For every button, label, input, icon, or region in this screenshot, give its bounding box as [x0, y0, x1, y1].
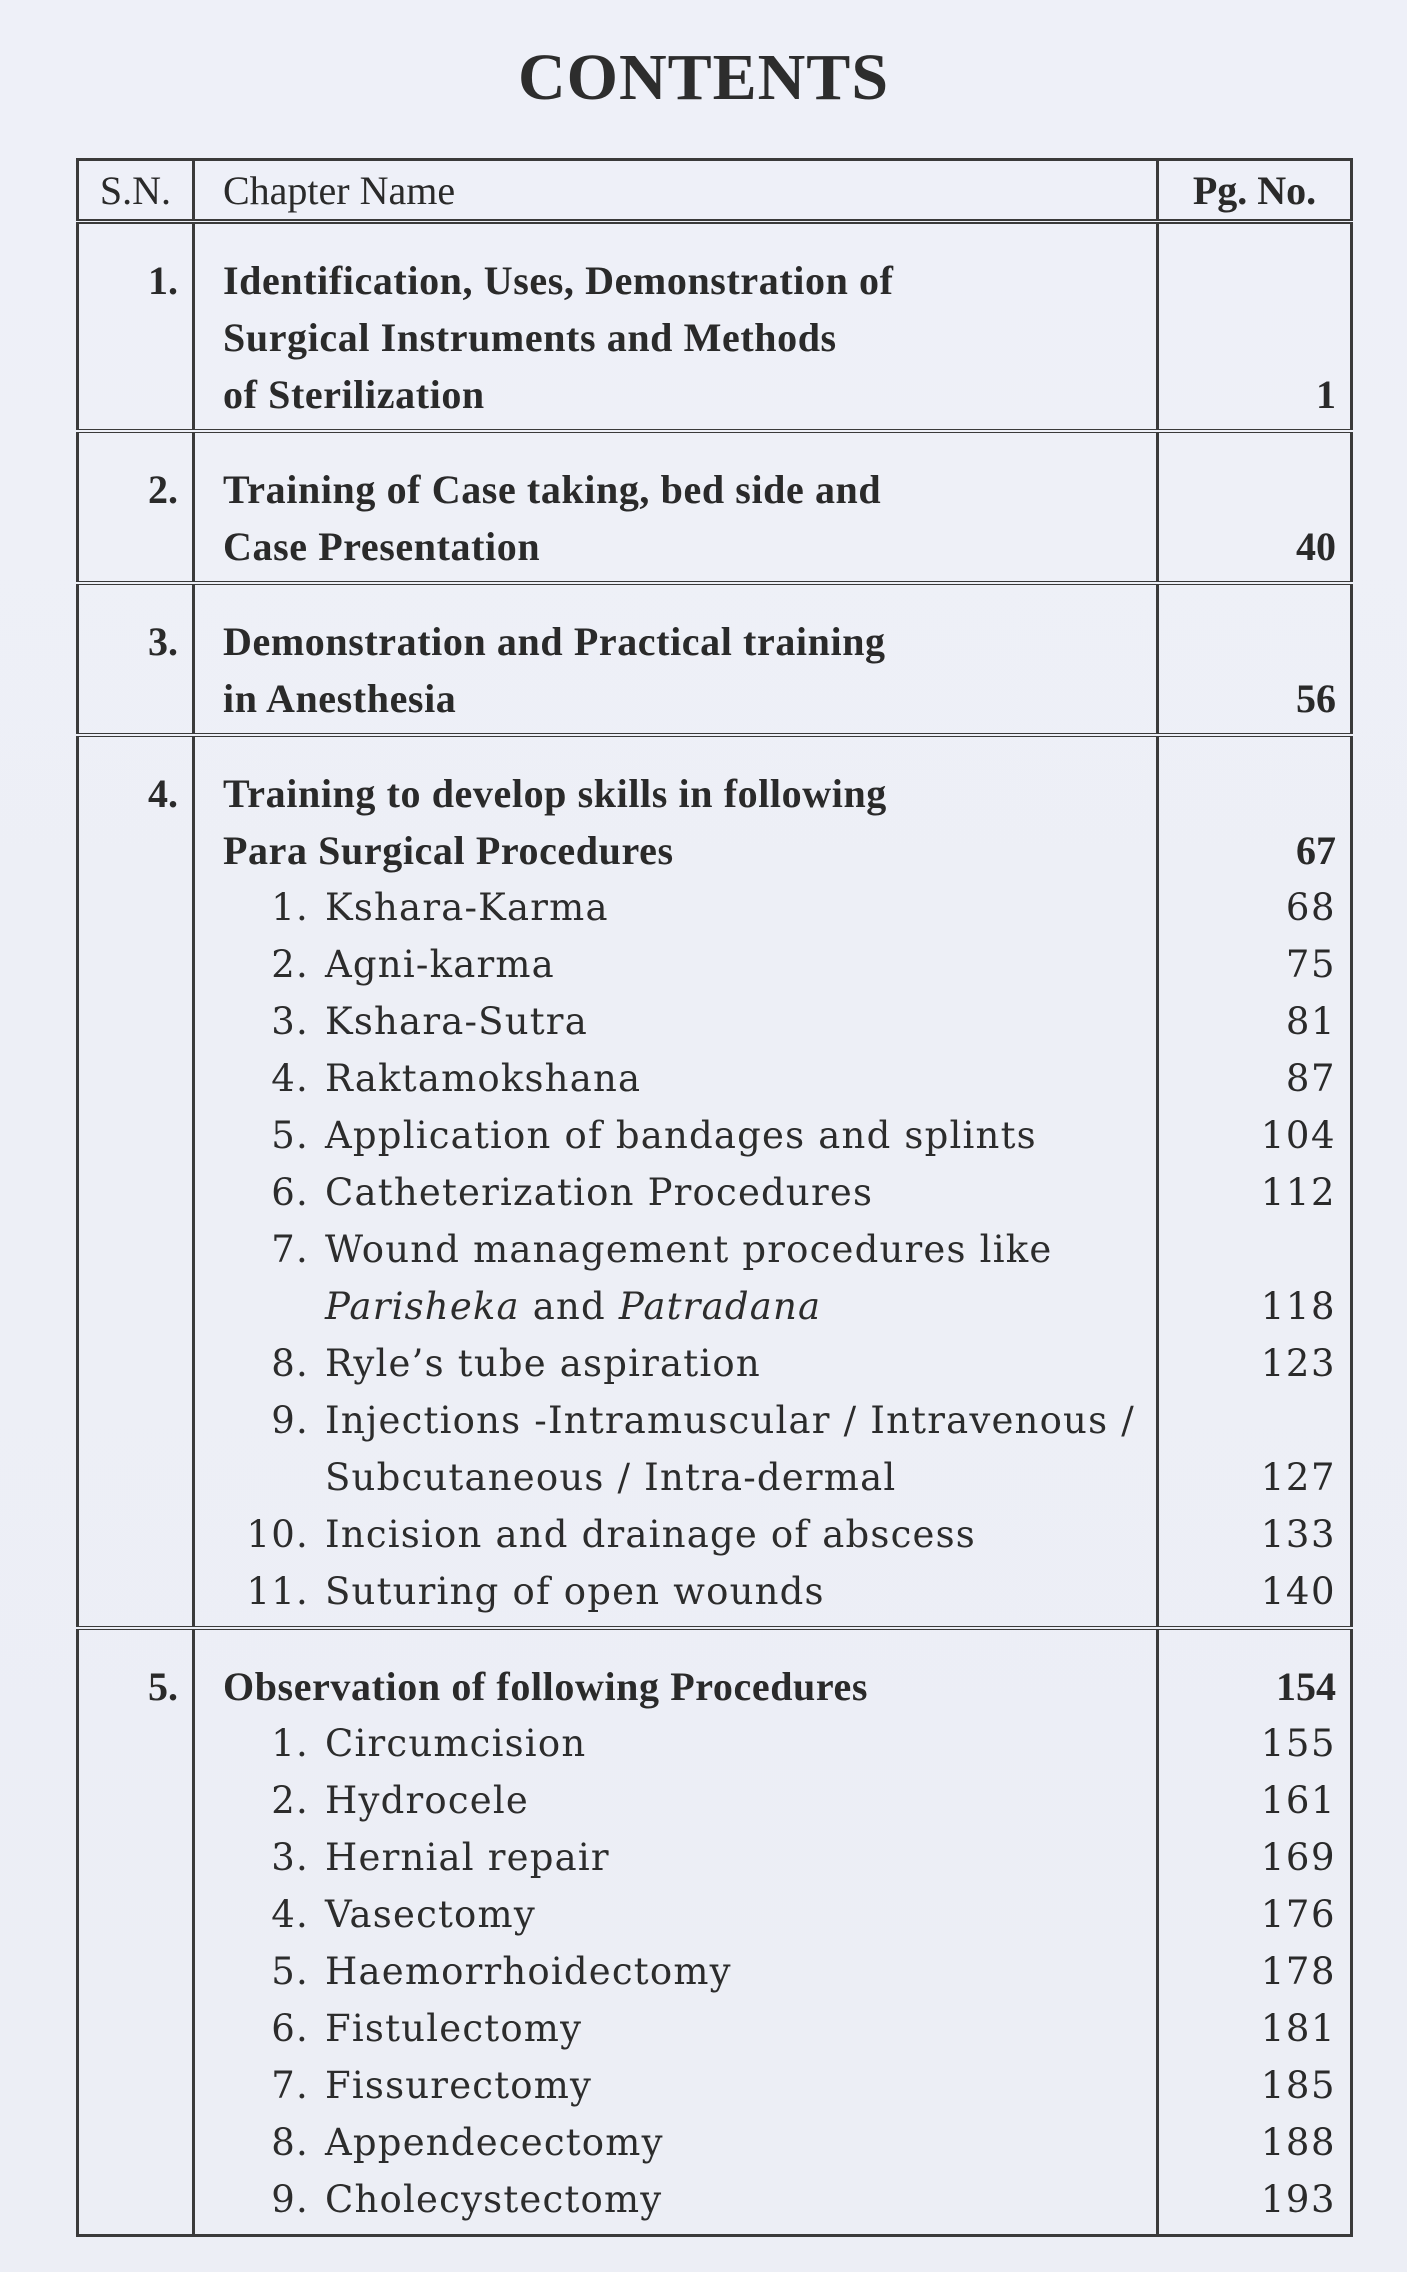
- item-title: Circumcision: [325, 1722, 587, 1765]
- chapter-title: [194, 583, 1158, 735]
- chapter-number: 1.: [78, 222, 194, 432]
- item-page-number: 112: [1260, 1171, 1336, 1214]
- item-title: [325, 1221, 1052, 1335]
- chapter-number: 2.: [78, 431, 194, 583]
- item-title-line: [325, 1278, 1052, 1335]
- item-page-number: 140: [1260, 1570, 1336, 1613]
- list-item: [223, 1772, 1146, 1829]
- item-number: 2.: [271, 943, 309, 986]
- item-number: 2.: [271, 1779, 309, 1822]
- item-page-number: 185: [1260, 2064, 1336, 2107]
- chapter-number: 3.: [78, 583, 194, 735]
- chapter-title: [194, 735, 1158, 1628]
- chapter-title: [194, 1628, 1158, 2236]
- list-item: [223, 2000, 1146, 2057]
- chapter-title-line: Demonstration and Practical training: [223, 619, 886, 664]
- chapter-title-line: Surgical Instruments and Methods: [223, 315, 837, 360]
- item-page-number: 169: [1260, 1836, 1336, 1879]
- item-page-number: 181: [1260, 2007, 1336, 2050]
- item-number: 8.: [271, 2121, 309, 2164]
- item-number: 7.: [271, 1228, 309, 1271]
- list-item: [223, 993, 1146, 1050]
- item-title: Hernial repair: [325, 1836, 610, 1879]
- chapter-page-cell: [1158, 735, 1352, 1628]
- item-title: Agni-karma: [325, 943, 555, 986]
- item-title: Vasectomy: [325, 1893, 536, 1936]
- item-title: Suturing of open wounds: [325, 1570, 825, 1613]
- item-title: [325, 1392, 1135, 1506]
- item-number: 3.: [271, 1000, 309, 1043]
- item-number: 11.: [246, 1570, 309, 1613]
- chapter-title-line: Para Surgical Procedures: [223, 828, 674, 873]
- item-number: 9.: [271, 1399, 309, 1442]
- item-title: Application of bandages and splints: [325, 1114, 1037, 1157]
- item-number: 1.: [271, 886, 309, 929]
- item-title: Fistulectomy: [325, 2007, 583, 2050]
- list-item: [223, 1506, 1146, 1563]
- chapter-page-number: 56: [1296, 676, 1336, 721]
- list-item: [223, 1829, 1146, 1886]
- item-page-number: 118: [1260, 1285, 1336, 1328]
- header-page-number: Pg. No.: [1158, 160, 1352, 222]
- chapter-page-cell: [1158, 583, 1352, 735]
- list-item: [223, 1221, 1146, 1335]
- contents-table: [76, 158, 1353, 2237]
- item-title: Incision and drainage of abscess: [325, 1513, 976, 1556]
- item-title: Appendecectomy: [325, 2121, 664, 2164]
- header-sn: S.N.: [78, 160, 194, 222]
- chapter-row: [78, 431, 1352, 583]
- chapter-title-line: in Anesthesia: [223, 676, 457, 721]
- item-title: Catheterization Procedures: [325, 1171, 874, 1214]
- item-title: Fissurectomy: [325, 2064, 593, 2107]
- chapter-title-line: Case Presentation: [223, 524, 541, 569]
- chapter-page-number: 40: [1296, 524, 1336, 569]
- list-item: [223, 1050, 1146, 1107]
- item-number: 9.: [271, 2178, 309, 2221]
- item-page-number: 75: [1285, 943, 1336, 986]
- chapter-page-cell: [1158, 431, 1352, 583]
- item-page-number: 155: [1260, 1722, 1336, 1765]
- item-number: 3.: [271, 1836, 309, 1879]
- chapter-title-line: Training of Case taking, bed side and: [223, 467, 882, 512]
- chapter-title-line: of Sterilization: [223, 372, 485, 417]
- chapter-number: 4.: [78, 735, 194, 1628]
- item-number: 7.: [271, 2064, 309, 2107]
- item-page-number: 161: [1260, 1779, 1336, 1822]
- chapter-row: [78, 1628, 1352, 2236]
- item-title: Cholecystectomy: [325, 2178, 663, 2221]
- item-page-number: 81: [1285, 1000, 1336, 1043]
- item-number: 4.: [271, 1057, 309, 1100]
- list-item: [223, 2171, 1146, 2228]
- chapter-row: [78, 583, 1352, 735]
- item-page-number: 133: [1260, 1513, 1336, 1556]
- item-title: Raktamokshana: [325, 1057, 642, 1100]
- item-page-number: 188: [1260, 2121, 1336, 2164]
- list-item: [223, 1886, 1146, 1943]
- list-item: [223, 2057, 1146, 2114]
- item-page-number: 176: [1260, 1893, 1336, 1936]
- chapter-title-line: Observation of following Procedures: [223, 1664, 869, 1709]
- chapter-row: [78, 222, 1352, 432]
- item-number: 1.: [271, 1722, 309, 1765]
- list-item: [223, 2114, 1146, 2171]
- item-title-line: Injections -Intramuscular / Intravenous /: [325, 1399, 1135, 1442]
- item-number: 5.: [271, 1114, 309, 1157]
- list-item: [223, 879, 1146, 936]
- list-item: [223, 1392, 1146, 1506]
- list-item: [223, 1335, 1146, 1392]
- list-item: [223, 1164, 1146, 1221]
- item-title: Kshara-Karma: [325, 886, 609, 929]
- item-number: 10.: [246, 1513, 309, 1556]
- item-page-number: 193: [1260, 2178, 1336, 2221]
- item-title: Kshara-Sutra: [325, 1000, 588, 1043]
- item-number: 4.: [271, 1893, 309, 1936]
- list-item: [223, 1943, 1146, 2000]
- item-page-number: 68: [1285, 886, 1336, 929]
- chapter-title-line: Training to develop skills in following: [223, 771, 887, 816]
- chapter-page-number: 154: [1276, 1664, 1336, 1709]
- item-number: 6.: [271, 2007, 309, 2050]
- item-italic-term: Parisheka: [325, 1285, 520, 1328]
- list-item: [223, 936, 1146, 993]
- page-title: CONTENTS: [517, 41, 890, 114]
- header-chapter-name: Chapter Name: [194, 160, 1158, 222]
- item-number: 5.: [271, 1950, 309, 1993]
- item-number: 6.: [271, 1171, 309, 1214]
- item-title-line: Wound management procedures like: [325, 1228, 1053, 1271]
- item-page-number: 178: [1260, 1950, 1336, 1993]
- chapter-page-cell: [1158, 222, 1352, 432]
- item-number: 8.: [271, 1342, 309, 1385]
- chapter-title-line: Identification, Uses, Demonstration of: [223, 258, 894, 303]
- chapter-number: 5.: [78, 1628, 194, 2236]
- list-item: [223, 1563, 1146, 1620]
- table-header-row: [78, 160, 1352, 222]
- item-page-number: 127: [1260, 1456, 1336, 1499]
- chapter-page-number: 67: [1296, 828, 1336, 873]
- chapter-page-number: 1: [1316, 372, 1336, 417]
- item-title-line: Subcutaneous / Intra-dermal: [325, 1456, 897, 1499]
- item-page-number: 104: [1260, 1114, 1336, 1157]
- list-item: [223, 1715, 1146, 1772]
- item-title: Haemorrhoidectomy: [325, 1950, 732, 1993]
- chapter-title: [194, 222, 1158, 432]
- item-title: Hydrocele: [325, 1779, 529, 1822]
- item-title: Ryle’s tube aspiration: [325, 1342, 761, 1385]
- chapter-row: [78, 735, 1352, 1628]
- chapter-page-cell: [1158, 1628, 1352, 2236]
- list-item: [223, 1107, 1146, 1164]
- item-page-number: 123: [1260, 1342, 1336, 1385]
- item-italic-term: Patradana: [618, 1285, 822, 1328]
- item-joiner: and: [519, 1285, 619, 1328]
- chapter-title: [194, 431, 1158, 583]
- item-page-number: 87: [1285, 1057, 1336, 1100]
